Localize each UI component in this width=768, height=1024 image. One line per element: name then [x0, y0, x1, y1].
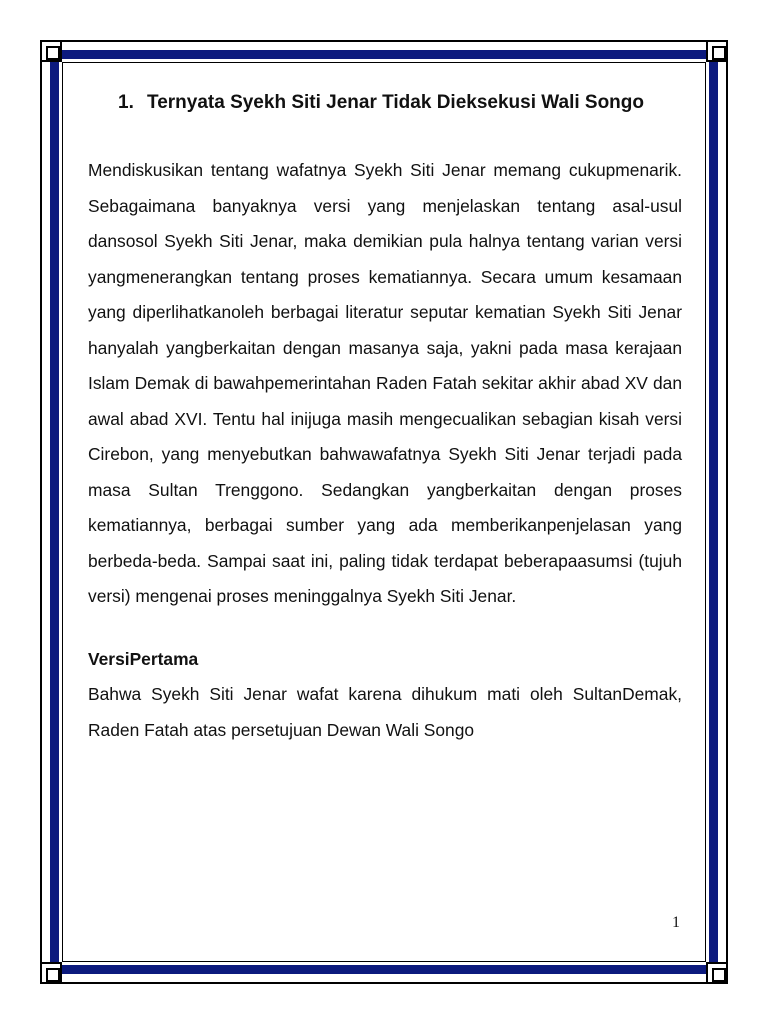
- document-content: [88, 84, 682, 748]
- section-heading: [118, 84, 682, 122]
- heading-title: Ternyata Syekh Siti Jenar Tidak Dieksekusi Wali Songo: [147, 92, 644, 113]
- body-paragraph-2: Bahwa Syekh Siti Jenar wafat karena dihukum mati oleh SultanDemak, Raden Fatah atas persetujuan Dewan Wali Songo: [88, 684, 682, 740]
- subsection-title: VersiPertama: [88, 648, 199, 669]
- border-corner-bottom-right: [706, 962, 728, 984]
- border-corner-top-left: [40, 40, 62, 62]
- border-corner-bottom-left: [40, 962, 62, 984]
- body-paragraph-1: Mendiskusikan tentang wafatnya Syekh Siti Jenar memang cukupmenarik. Sebagaimana banyaknya versi yang menjelaskan tentang asal-usul dansosol Syekh Siti Jenar, maka demikian pula halnya tentang varian versi yangmenerangkan tentang proses kematiannya. Secara umum kesamaan yang diperlihatkanoleh berbagai literatur seputar kematian Syekh Siti Jenar hanyalah yangberkaitan dengan masanya saja, yakni pada masa kerajaan Islam Demak di bawahpemerintahan Raden Fatah sekitar akhir abad XV dan awal abad XVI. Tentu hal inijuga masih mengecualikan sebagian kisah versi Cirebon, yang menyebutkan bahwawafatnya Syekh Siti Jenar terjadi pada masa Sultan Trenggono. Sedangkan yangberkaitan dengan proses kematiannya, berbagai sumber yang ada memberikanpenjelasan yang berbeda-beda. Sampai saat ini, paling tidak terdapat beberapaasumsi (tujuh versi) mengenai proses meninggalnya Syekh Siti Jenar.: [88, 160, 682, 606]
- page-number: 1: [672, 914, 680, 931]
- border-corner-top-right: [706, 40, 728, 62]
- heading-number: 1.: [118, 92, 134, 113]
